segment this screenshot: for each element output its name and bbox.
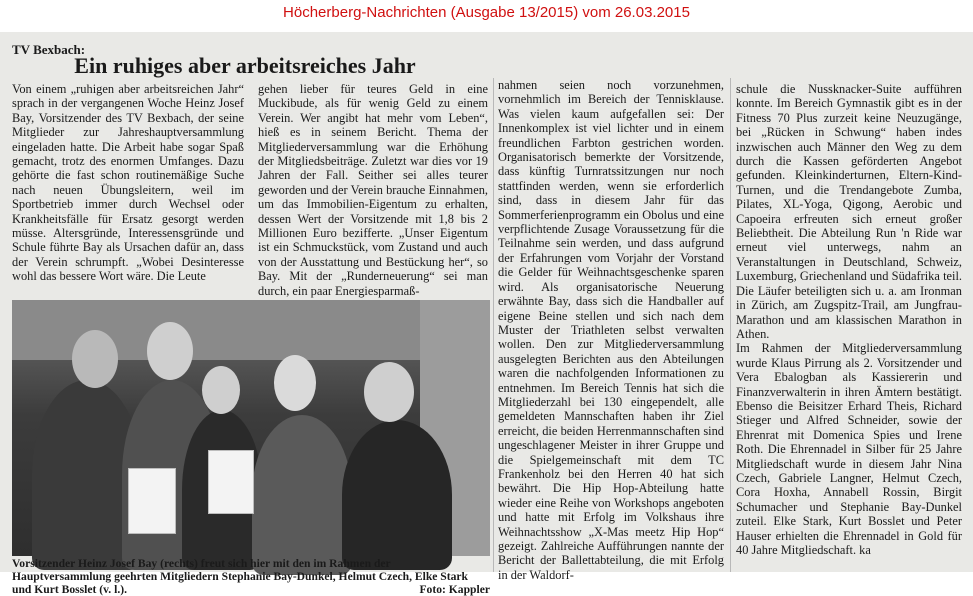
column-divider bbox=[730, 78, 731, 572]
certificate bbox=[128, 468, 176, 534]
article-column-2 bbox=[258, 82, 488, 297]
article-column-3 bbox=[498, 78, 724, 582]
article-column-4 bbox=[736, 82, 962, 572]
source-line: Höcherberg-Nachrichten (Ausgabe 13/2015) vom 26.03.2015 bbox=[283, 4, 690, 21]
column-text: Im Rahmen der Mitgliederversammlung wurde Klaus Pirrung als 2. Vorsitzender und Vera Ebalogban als Kassiererin und Finanzverwalterin in ihren Ämtern bestätigt. Ebenso die Beisitzer Erhard Theis, Richard Stieger und Alfred Schneider, sowie der Ehrenrat mit Domenica Spies und Irene Roth. Die Ehrennadel in Silber für 25 Jahre Mitgliedschaft wurde in diesem Jahr Nina Czech, Gabriele Langner, Helmut Czech, Cora Hoxha, Annabell Rossin, Birgit Schumacher und Stephanie Bay-Dunkel zuteil. Elke Stark, Kurt Bosslet und Peter Hauser erhielten die Ehrennadel in Gold für 40 Jahre Mitgliedschaft. ka bbox=[736, 341, 962, 557]
person-head bbox=[147, 322, 193, 380]
article-kicker: TV Bexbach: bbox=[12, 42, 86, 57]
person-head bbox=[274, 355, 316, 411]
person-head bbox=[202, 366, 240, 414]
group-photo bbox=[12, 300, 490, 556]
person-figure bbox=[342, 420, 452, 570]
column-text: Von einem „ruhigen aber arbeitsreichen Jahr“ sprach in der vergangenen Woche Heinz Josef Bay, Vorsitzender des TV Bexbach, der seine Mitglieder zur Jahreshauptversammlung eingeladen hatte. Die Arbeit habe sogar Spaß gemacht, trotz des enormen Umfanges. Dazu gehörte die fast schon routinemäßige Suche nach neuen Übungsleitern, weil im Sportbetrieb immer durch Wechsel oder Krankheitsfälle für Ersatz gesorgt werden müsse. Altersgründe, Interessensgründe und Schule führte Bay als Ursachen dafür an, dass der Verein schrumpft. „Wobei Desinteresse wohl das bessere Wort wäre. Die Leute bbox=[12, 82, 244, 284]
article-headline: Ein ruhiges aber arbeitsreiches Jahr bbox=[74, 53, 416, 78]
person-head bbox=[72, 330, 118, 388]
column-text: nahmen seien noch vorzunehmen, vornehmlich im Bereich der Tennisklause. Was vielen kaum aufgefallen sei: Der Innenkomplex ist viel lichter und in einem freundlichen Farbton gestrichen worden. Organisatorisch bemerkte der Vorsitzende, dass künftig Turnratssitzungen nur noch stattfinden werden, wenn sie erforderlich sind, dass in diesem Jahr für das Sommerferienprogramm ein Obolus und eine verpflichtende Zusage Voraussetzung für die Teilnahme sein werden, und dass aufgrund der Erfahrungen vom Vorjahr der Vorstand die Gelder für Weihnachtsgeschenke sparen wird. Als organisatorische Neuerung erwähnte Bay, dass sich die Handballer auf eigene Beine stellen und sich nach dem Muster der Triathleten selbst verwalten wollen. Den zur Mitgliederversammlung ausgelegten Berichten aus den Abteilungen waren die nachfolgenden Informationen zu entnehmen. Im Bereich Tennis hat sich die Mitgliederzahl bei 130 eingependelt, alle gemeldeten Mannschaften haben ihr Ziel erreicht, die beiden Herrenmannschaften sind ungeschlagener Meister in ihrer Gruppe und die Spielgemeinschaft mit dem TC Frankenholz bei den Herren 40 hat sich bewährt. Die Hip Hop-Abteilung hatte wieder eine Reihe von Workshops angeboten und hatte mit Erfolg im Volkshaus ihre Weihnachtsshow „X-Mas meetz Hip Hop“ gezeigt. Zahlreiche Aufführungen nannte der Bericht der Ballettabteilung, die mit Erfolg in der Waldorf- bbox=[498, 78, 724, 582]
column-divider bbox=[493, 78, 494, 572]
person-figure bbox=[252, 415, 352, 575]
caption-text: Vorsitzender Heinz Josef Bay (rechts) freut sich hier mit den im Rahmen der Hauptversammlung geehrten Mitgliedern Stephanie Bay-Dunkel, Helmut Czech, Elke Stark und Kurt Bosslet (v. l.). bbox=[12, 557, 469, 596]
photo-caption bbox=[12, 557, 490, 596]
photo-credit: Foto: Kappler bbox=[419, 583, 490, 596]
column-text: schule die Nussknacker-Suite aufführen konnte. Im Bereich Gymnastik gibt es in der Fitness 70 Plus zurzeit keine Neuzugänge, bei „Rücken in Schwung“ haben indes inzwischen auch Männer den Weg zu dem durch die Kassen geförderten Angebot gefunden. Kleinkinderturnen, Eltern-Kind-Turnen, und die Trendangebote Zumba, Pilates, XL-Yoga, Qigong, Aerobic und Capoeira erfreuten sich erneut großer Beliebtheit. Die Abteilung Run 'n Ride war erneut viel unterwegs, nahm an Veranstaltungen in Deutschland, Schweiz, Luxemburg, Griechenland und Südafrika teil. Die Läufer beteiligten sich u. a. am Ironman in Zürich, am Zugspitz-Trail, am Jungfrau-Marathon und am klassischen Marathon in Athen. bbox=[736, 82, 962, 341]
column-text: gehen lieber für teures Geld in eine Muckibude, als für wenig Geld zu einem Verein. Wer angibt hat mehr vom Leben“, hieß es in seinem Bericht. Thema der Mitgliederversammlung war die Erhöhung der Mitgliedsbeiträge. Zuletzt war dies vor 19 Jahren der Fall. Seither sei alles teurer geworden und der Verein brauche Einnahmen, um das Immobilien-Eigentum zu erhalten, dessen Wert der Vorsitzende mit 1,8 bis 2 Millionen Euro bezifferte. „Unser Eigentum ist ein Schmuckstück, vom Zustand und auch von der Ausstattung und Bestückung her“, so Bay. Mit der „Runderneuerung“ sei man durch, ein paar Energiesparmaß- bbox=[258, 82, 488, 298]
newspaper-clipping bbox=[0, 32, 973, 596]
person-head bbox=[364, 362, 414, 422]
article-column-1 bbox=[12, 82, 244, 297]
certificate bbox=[208, 450, 254, 514]
